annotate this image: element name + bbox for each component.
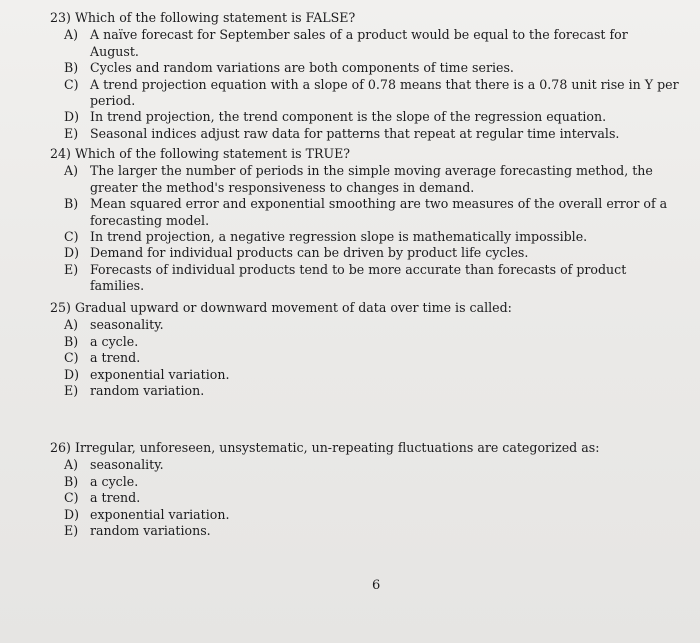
question-24-choice-a: A) The larger the number of periods in the simple moving average forecasting method, the greater the method's responsiveness to changes in demand. [64,163,653,195]
question-26-choice-d: D) exponential variation. [64,506,230,522]
question-25-prompt [50,300,680,316]
question-24-prompt [50,146,680,162]
question-26-choices [50,457,680,539]
question-25-choice-c: C) a trend. [64,350,141,366]
page-number: 6 [372,578,381,593]
question-26-choice-b: B) a cycle. [64,473,139,489]
question-25-number: 25) [50,300,71,315]
question-23-choice-c: C) A trend projection equation with a slope of 0.78 means that there is a 0.78 unit rise in Y per period. [64,76,679,109]
question-24-choice-c: C) In trend projection, a negative regression slope is mathematically impossible. [64,229,588,245]
question-23-prompt [50,10,680,26]
question-26-choice-a: A) seasonality. [64,457,164,473]
question-26-prompt [50,440,680,456]
question-25-text: Gradual upward or downward movement of data over time is called: [74,300,512,315]
question-23-choice-d: D) In trend projection, the trend component is the slope of the regression equation. [64,109,607,125]
question-23-choice-a: A) A naïve forecast for September sales of a product would be equal to the forecast for August. [64,27,628,59]
question-26-text: Irregular, unforeseen, unsystematic, un-repeating fluctuations are categorized as: [74,440,600,455]
question-25-choice-a: A) seasonality. [64,317,164,333]
question-26-choice-e: E) random variations. [64,523,211,539]
question-23-text: Which of the following statement is FALSE? [74,10,356,25]
question-25 [50,300,680,399]
question-23 [50,10,680,142]
question-23-choices [50,27,680,142]
question-24-choice-e: E) Forecasts of individual products tend to be more accurate than forecasts of product families. [64,261,627,294]
question-24-number: 24) [50,146,71,161]
question-24-choices [50,163,680,294]
question-25-choice-b: B) a cycle. [64,333,139,349]
question-26 [50,440,680,539]
question-26-number: 26) [50,440,71,455]
question-24-choice-d: D) Demand for individual products can be driven by product life cycles. [64,245,529,261]
question-25-choices [50,317,680,399]
question-25-choice-e: E) random variation. [64,383,205,399]
question-24-text: Which of the following statement is TRUE? [74,146,351,161]
question-24 [50,146,680,295]
question-26-choice-c: C) a trend. [64,490,141,506]
question-23-number: 23) [50,10,71,25]
question-24-choice-b: B) Mean squared error and exponential smoothing are two measures of the overall error of a forecasting model. [64,196,668,228]
question-23-choice-b: B) Cycles and random variations are both components of time series. [64,60,514,76]
question-25-choice-d: D) exponential variation. [64,366,230,382]
question-23-choice-e: E) Seasonal indices adjust raw data for patterns that repeat at regular time intervals. [64,125,620,141]
